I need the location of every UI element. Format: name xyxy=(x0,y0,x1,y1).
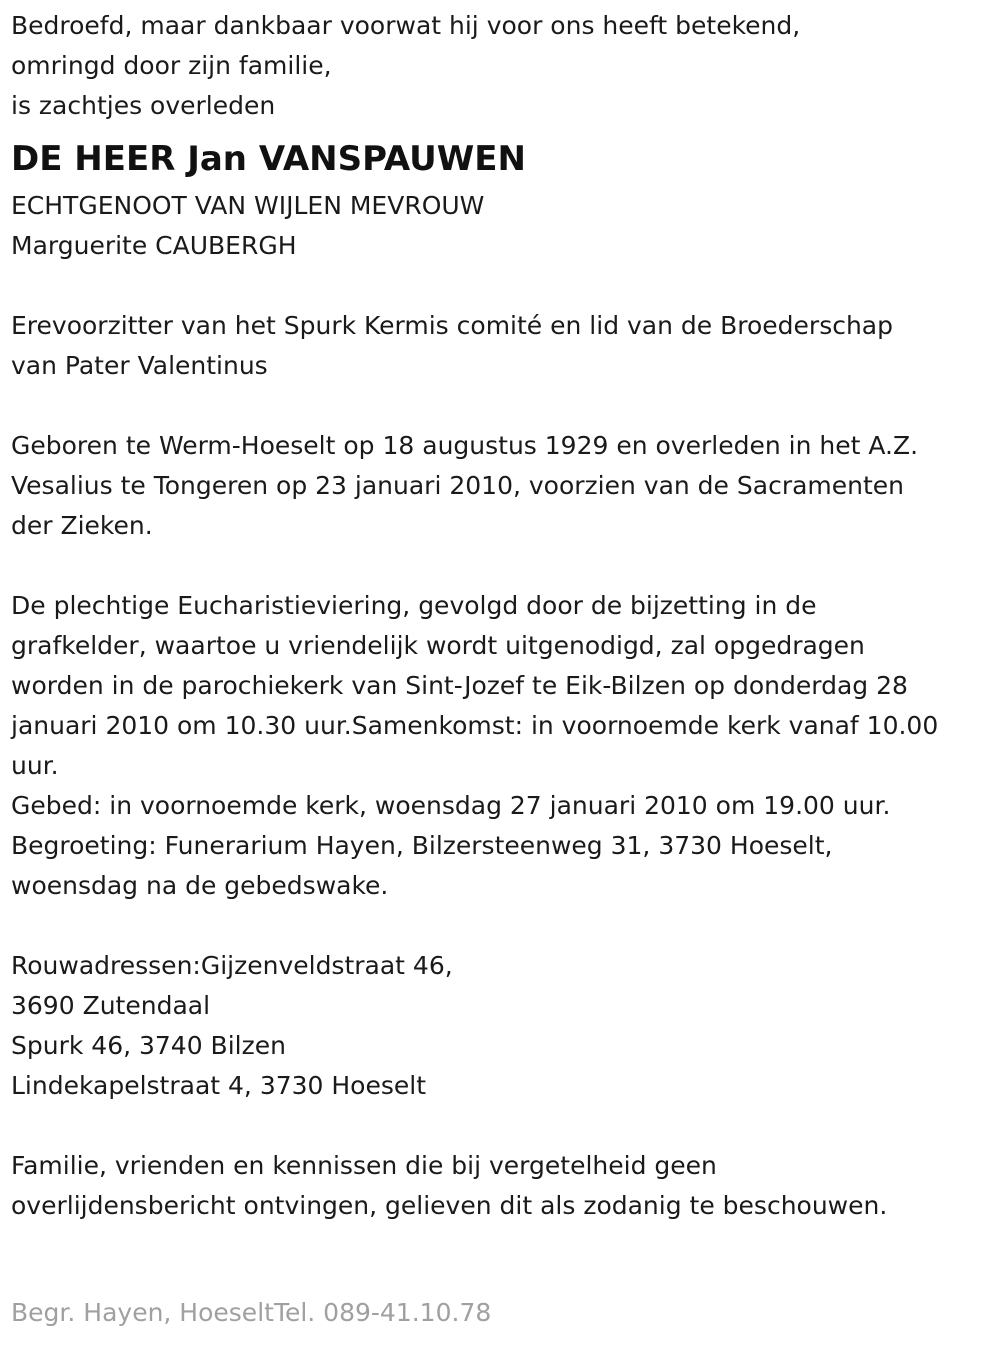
intro-section xyxy=(11,6,996,126)
spacer xyxy=(11,386,996,426)
closing-line: Familie, vrienden en kennissen die bij vergetelheid geen xyxy=(11,1151,717,1180)
spouse-section xyxy=(11,186,996,266)
intro-line: omringd door zijn familie, xyxy=(11,51,332,80)
greeting-line: Begroeting: Funerarium Hayen, Bilzersteenweg 31, 3730 Hoeselt, xyxy=(11,831,833,860)
spacer xyxy=(11,906,996,946)
birth-death-line: Vesalius te Tongeren op 23 januari 2010, voorzien van de Sacramenten xyxy=(11,471,905,500)
address-line: Rouwadressen:Gijzenveldstraat 46, xyxy=(11,951,453,980)
ceremony-line: worden in de parochiekerk van Sint-Jozef te Eik-Bilzen op donderdag 28 xyxy=(11,671,908,700)
obituary-notice xyxy=(11,6,996,1226)
ceremony-line: De plechtige Eucharistieviering, gevolgd door de bijzetting in de xyxy=(11,591,817,620)
funeral-home-footer: Begr. Hayen, HoeseltTel. 089-41.10.78 xyxy=(11,1298,492,1327)
address-line: 3690 Zutendaal xyxy=(11,991,211,1020)
birth-death-line: der Zieken. xyxy=(11,511,153,540)
mourning-addresses-section xyxy=(11,946,996,1106)
birth-death-section xyxy=(11,426,996,546)
ceremony-section xyxy=(11,586,996,906)
ceremony-line: januari 2010 om 10.30 uur.Samenkomst: in voornoemde kerk vanaf 10.00 xyxy=(11,711,939,740)
birth-death-line: Geboren te Werm-Hoeselt op 18 augustus 1929 en overleden in het A.Z. xyxy=(11,431,919,460)
ceremony-line: uur. xyxy=(11,751,59,780)
honors-line: Erevoorzitter van het Spurk Kermis comité en lid van de Broederschap xyxy=(11,311,893,340)
address-line: Spurk 46, 3740 Bilzen xyxy=(11,1031,286,1060)
honors-section xyxy=(11,306,996,386)
spacer xyxy=(11,546,996,586)
closing-section xyxy=(11,1146,996,1226)
spouse-name: Marguerite CAUBERGH xyxy=(11,231,297,260)
spacer xyxy=(11,266,996,306)
address-line: Lindekapelstraat 4, 3730 Hoeselt xyxy=(11,1071,427,1100)
closing-line: overlijdensbericht ontvingen, gelieven dit als zodanig te beschouwen. xyxy=(11,1191,888,1220)
honors-line: van Pater Valentinus xyxy=(11,351,268,380)
deceased-name: DE HEER Jan VANSPAUWEN xyxy=(11,139,526,179)
ceremony-line: grafkelder, waartoe u vriendelijk wordt uitgenodigd, zal opgedragen xyxy=(11,631,865,660)
intro-line: is zachtjes overleden xyxy=(11,91,276,120)
prayer-line: Gebed: in voornoemde kerk, woensdag 27 januari 2010 om 19.00 uur. xyxy=(11,791,891,820)
greeting-line: woensdag na de gebedswake. xyxy=(11,871,389,900)
intro-line: Bedroefd, maar dankbaar voorwat hij voor ons heeft betekend, xyxy=(11,11,801,40)
spacer xyxy=(11,1106,996,1146)
spouse-line: ECHTGENOOT VAN WIJLEN MEVROUW xyxy=(11,191,485,220)
